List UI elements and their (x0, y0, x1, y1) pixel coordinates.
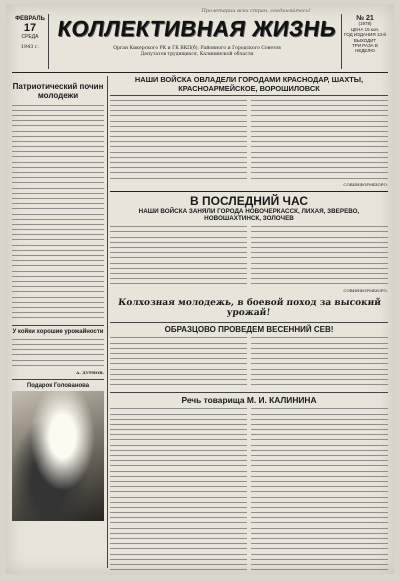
issue-frequency: ТРИ РАЗА В НЕДЕЛЮ (352, 43, 378, 54)
sowing-text (110, 336, 388, 388)
main-headline: НАШИ ВОЙСКА ОВЛАДЕЛИ ГОРОДАМИ КРАСНОДАР, ШАХТЫ, КРАСНОАРМЕЙСКОЕ, ВОРОШИЛОВСК (110, 76, 388, 96)
masthead (12, 14, 388, 73)
issue-price: ЦЕНА 15 коп. (350, 26, 380, 32)
date-weekday: СРЕДА (21, 34, 39, 40)
sovinformburo-1: СОВИНФОРМБЮРО. (343, 182, 388, 188)
issue-number: № 21 (356, 15, 374, 22)
date-month: ФЕВРАЛЬ (15, 16, 45, 22)
breaking-headline: НАШИ ВОЙСКА ЗАНЯЛИ ГОРОДА НОВОЧЕРКАССК, ЛИХАЯ, ЗВЕРЕВО, НОВОШАХТИНСК, ЗОЛОЧЕВ (138, 208, 360, 223)
date-box (12, 14, 49, 69)
left-article-text (12, 103, 104, 320)
breaking-news-heading: В ПОСЛЕДНИЙ ЧАС (110, 191, 388, 208)
left-article-2-text (12, 337, 104, 368)
newspaper-title: КОЛЛЕКТИВНАЯ ЖИЗНЬ (56, 16, 339, 41)
sovinformburo-2: СОВИНФОРМБЮРО. (343, 287, 388, 293)
left-headline: Патриотический почин молодежи (12, 82, 104, 100)
speech-headline: Речь товарища М. И. КАЛИНИНА (110, 392, 388, 405)
photo-title: Подарок Голованова (12, 379, 104, 389)
speech-text (110, 407, 388, 573)
date-year: 1943 г. (20, 44, 40, 50)
newspaper-page (6, 4, 394, 574)
issue-frequency: ВЫХОДИТ (353, 37, 377, 43)
subtitle-line: Депутатов трудящихся, Калининской области (140, 52, 254, 57)
date-day: 17 (23, 22, 37, 34)
slogan: Пролетарии всех стран, соединяйтесь! (201, 8, 311, 14)
subtitle-line: Орган Кикерского РК и ГК ВКП(б), Районного и Городского Советов (113, 46, 281, 51)
report-text (110, 98, 388, 181)
issue-box (341, 14, 388, 69)
kolkhoz-youth-headline: Колхозная молодежь, в боевой поход за высокий урожай! (117, 297, 382, 318)
main-column (110, 76, 388, 568)
left-column (12, 76, 108, 568)
left-headline-2: У койки хорошие урожайности (12, 325, 104, 335)
article-signature: А. ДУРНОВ. (76, 369, 104, 375)
news-photo (12, 391, 104, 521)
breaking-text (110, 225, 388, 287)
issue-total: (1978) (358, 21, 372, 27)
sowing-headline: ОБРАЗЦОВО ПРОВЕДЕМ ВЕСЕННИЙ СЕВ! (110, 322, 388, 334)
issue-year-line: ГОД ИЗДАНИЯ 13-й (344, 32, 386, 38)
subtitle (54, 46, 340, 58)
